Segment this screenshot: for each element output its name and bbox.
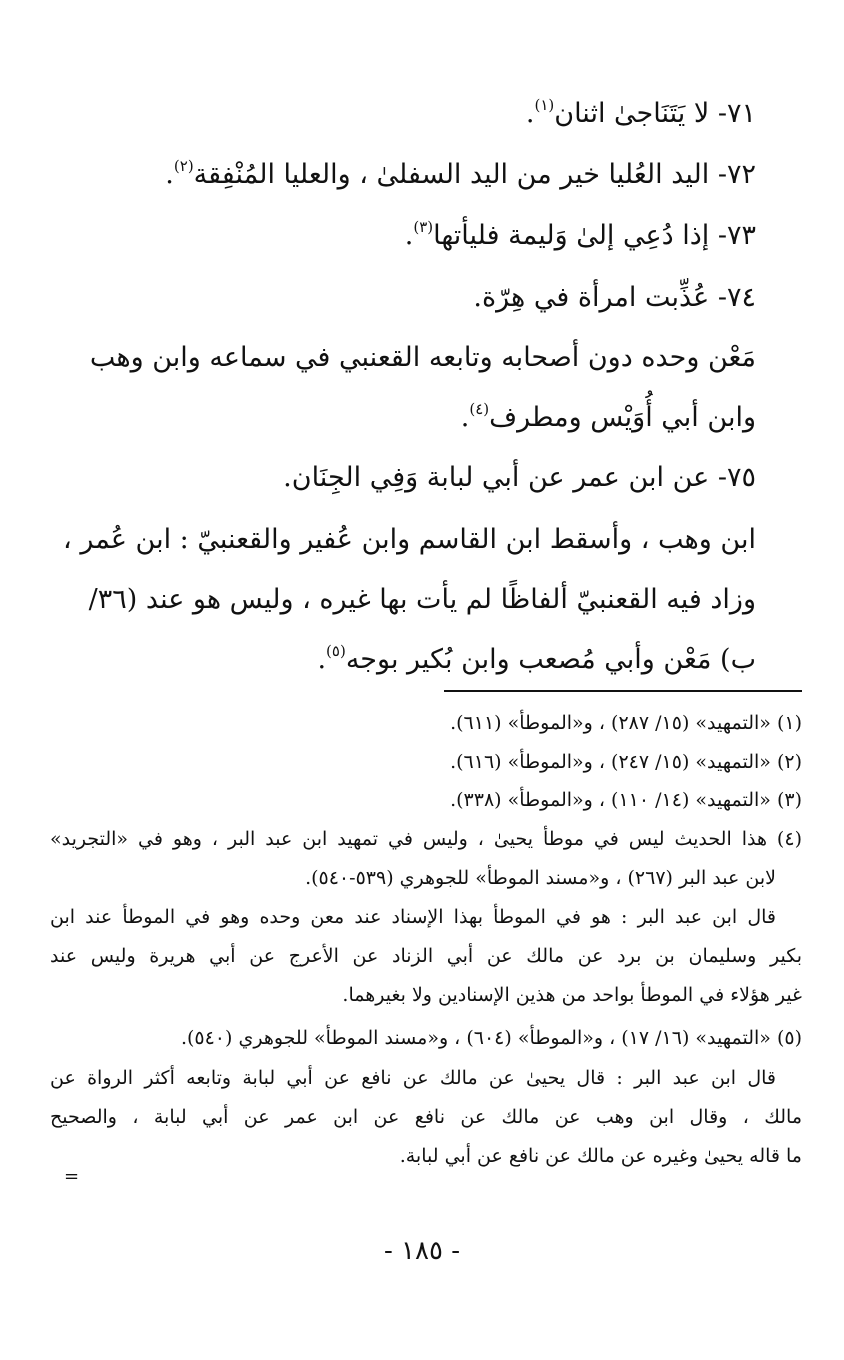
footnote-4-line: غير هؤلاء في الموطأ بواحد من هذين الإسنادين ولا بغيرهما. bbox=[342, 984, 802, 1006]
hadith-end-mark: . bbox=[165, 159, 174, 190]
footnote-ref: (١) bbox=[534, 96, 555, 114]
hadith-71 bbox=[60, 96, 756, 132]
commentary-end-mark: . bbox=[317, 644, 327, 675]
commentary-75 bbox=[60, 510, 756, 690]
continuation-mark: = bbox=[64, 1166, 80, 1187]
hadith-text: اليد العُليا خير من اليد السفلىٰ ، والعليا المُنْفِقة bbox=[193, 159, 710, 190]
footnote-ref: (٣) bbox=[413, 218, 434, 236]
commentary-line: مَعْن وحده دون أصحابه وتابعه القعنبي في سماعه وابن وهب bbox=[89, 342, 756, 373]
footnote-4-line: قال ابن عبد البر : هو في الموطأ بهذا الإسناد عند معن وحده وهو في الموطأ عند ابن bbox=[50, 906, 776, 928]
hadith-number: ٧٤- bbox=[717, 282, 756, 313]
hadith-end-mark: . bbox=[525, 98, 535, 129]
hadith-text: إذا دُعِي إلىٰ وَليمة فليأتها bbox=[433, 220, 710, 251]
footnote-separator bbox=[444, 690, 802, 692]
hadith-text: عُذِّبت امرأة في هِرّة. bbox=[473, 282, 710, 313]
footnote-1: (١) «التمهيد» (١٥/ ٢٨٧) ، و«الموطأ» (٦١١). bbox=[450, 712, 802, 734]
hadith-number: ٧٢- bbox=[717, 159, 756, 190]
footnote-ref: (٤) bbox=[469, 400, 490, 418]
footnote-4-line: لابن عبد البر (٢٦٧) ، و«مسند الموطأ» للجوهري (٥٣٩-٥٤٠). bbox=[305, 867, 776, 889]
hadith-75 bbox=[60, 460, 756, 496]
footnote-5-line: قال ابن عبد البر : قال يحيىٰ عن مالك عن نافع عن أبي لبابة وتابعه أكثر الرواة عن bbox=[50, 1067, 776, 1089]
commentary-line bbox=[60, 388, 756, 448]
footnote-ref: (٢) bbox=[173, 157, 194, 175]
footnote-4-line: (٤) هذا الحديث ليس في موطأ يحيىٰ ، وليس في تمهيد ابن عبد البر ، وهو في «التجريد» bbox=[50, 828, 802, 850]
footnote-5-line: (٥) «التمهيد» (١٦/ ١٧) ، و«الموطأ» (٦٠٤) ، و«مسند الموطأ» للجوهري (٥٤٠). bbox=[180, 1027, 802, 1049]
commentary-line: ابن وهب ، وأسقط ابن القاسم وابن عُفير والقعنبيّ : ابن عُمر ، bbox=[63, 524, 756, 555]
hadith-number: ٧١- bbox=[717, 98, 756, 129]
commentary-line: وزاد فيه القعنبيّ ألفاظًا لم يأت بها غيره ، وليس هو عند (٣٦/ bbox=[88, 584, 756, 615]
commentary-text: وابن أبي أُوَيْس ومطرف bbox=[489, 402, 756, 433]
hadith-73 bbox=[60, 218, 756, 254]
hadith-end-mark: . bbox=[404, 220, 414, 251]
commentary-text: ب) مَعْن وأبي مُصعب وابن بُكير بوجه bbox=[345, 644, 756, 675]
commentary-line bbox=[60, 630, 756, 690]
page-number: - ١٨٥ - bbox=[383, 1236, 461, 1266]
hadith-number: ٧٣- bbox=[717, 220, 756, 251]
footnote-3: (٣) «التمهيد» (١٤/ ١١٠) ، و«الموطأ» (٣٣٨). bbox=[450, 789, 802, 811]
footnote-5-line: مالك ، وقال ابن وهب عن مالك عن نافع عن ابن عمر عن أبي لبابة ، والصحيح bbox=[50, 1106, 802, 1128]
hadith-72 bbox=[60, 157, 756, 193]
footnote-2: (٢) «التمهيد» (١٥/ ٢٤٧) ، و«الموطأ» (٦١٦). bbox=[450, 751, 802, 773]
footnote-4-line: بكير وسليمان بن برد عن مالك عن أبي الزناد عن الأعرج عن أبي هريرة وليس عند bbox=[50, 945, 802, 967]
commentary-end-mark: . bbox=[460, 402, 470, 433]
footnote-5-line: ما قاله يحيىٰ وغيره عن مالك عن نافع عن أبي لبابة. bbox=[399, 1145, 802, 1167]
commentary-74 bbox=[60, 328, 756, 448]
hadith-text: عن ابن عمر عن أبي لبابة وَفِي الجِنَان. bbox=[283, 462, 710, 493]
footnote-ref: (٥) bbox=[326, 642, 346, 660]
hadith-text: لا يَتَنَاجىٰ اثنان bbox=[554, 98, 710, 129]
hadith-number: ٧٥- bbox=[717, 462, 756, 493]
hadith-74 bbox=[60, 280, 756, 316]
